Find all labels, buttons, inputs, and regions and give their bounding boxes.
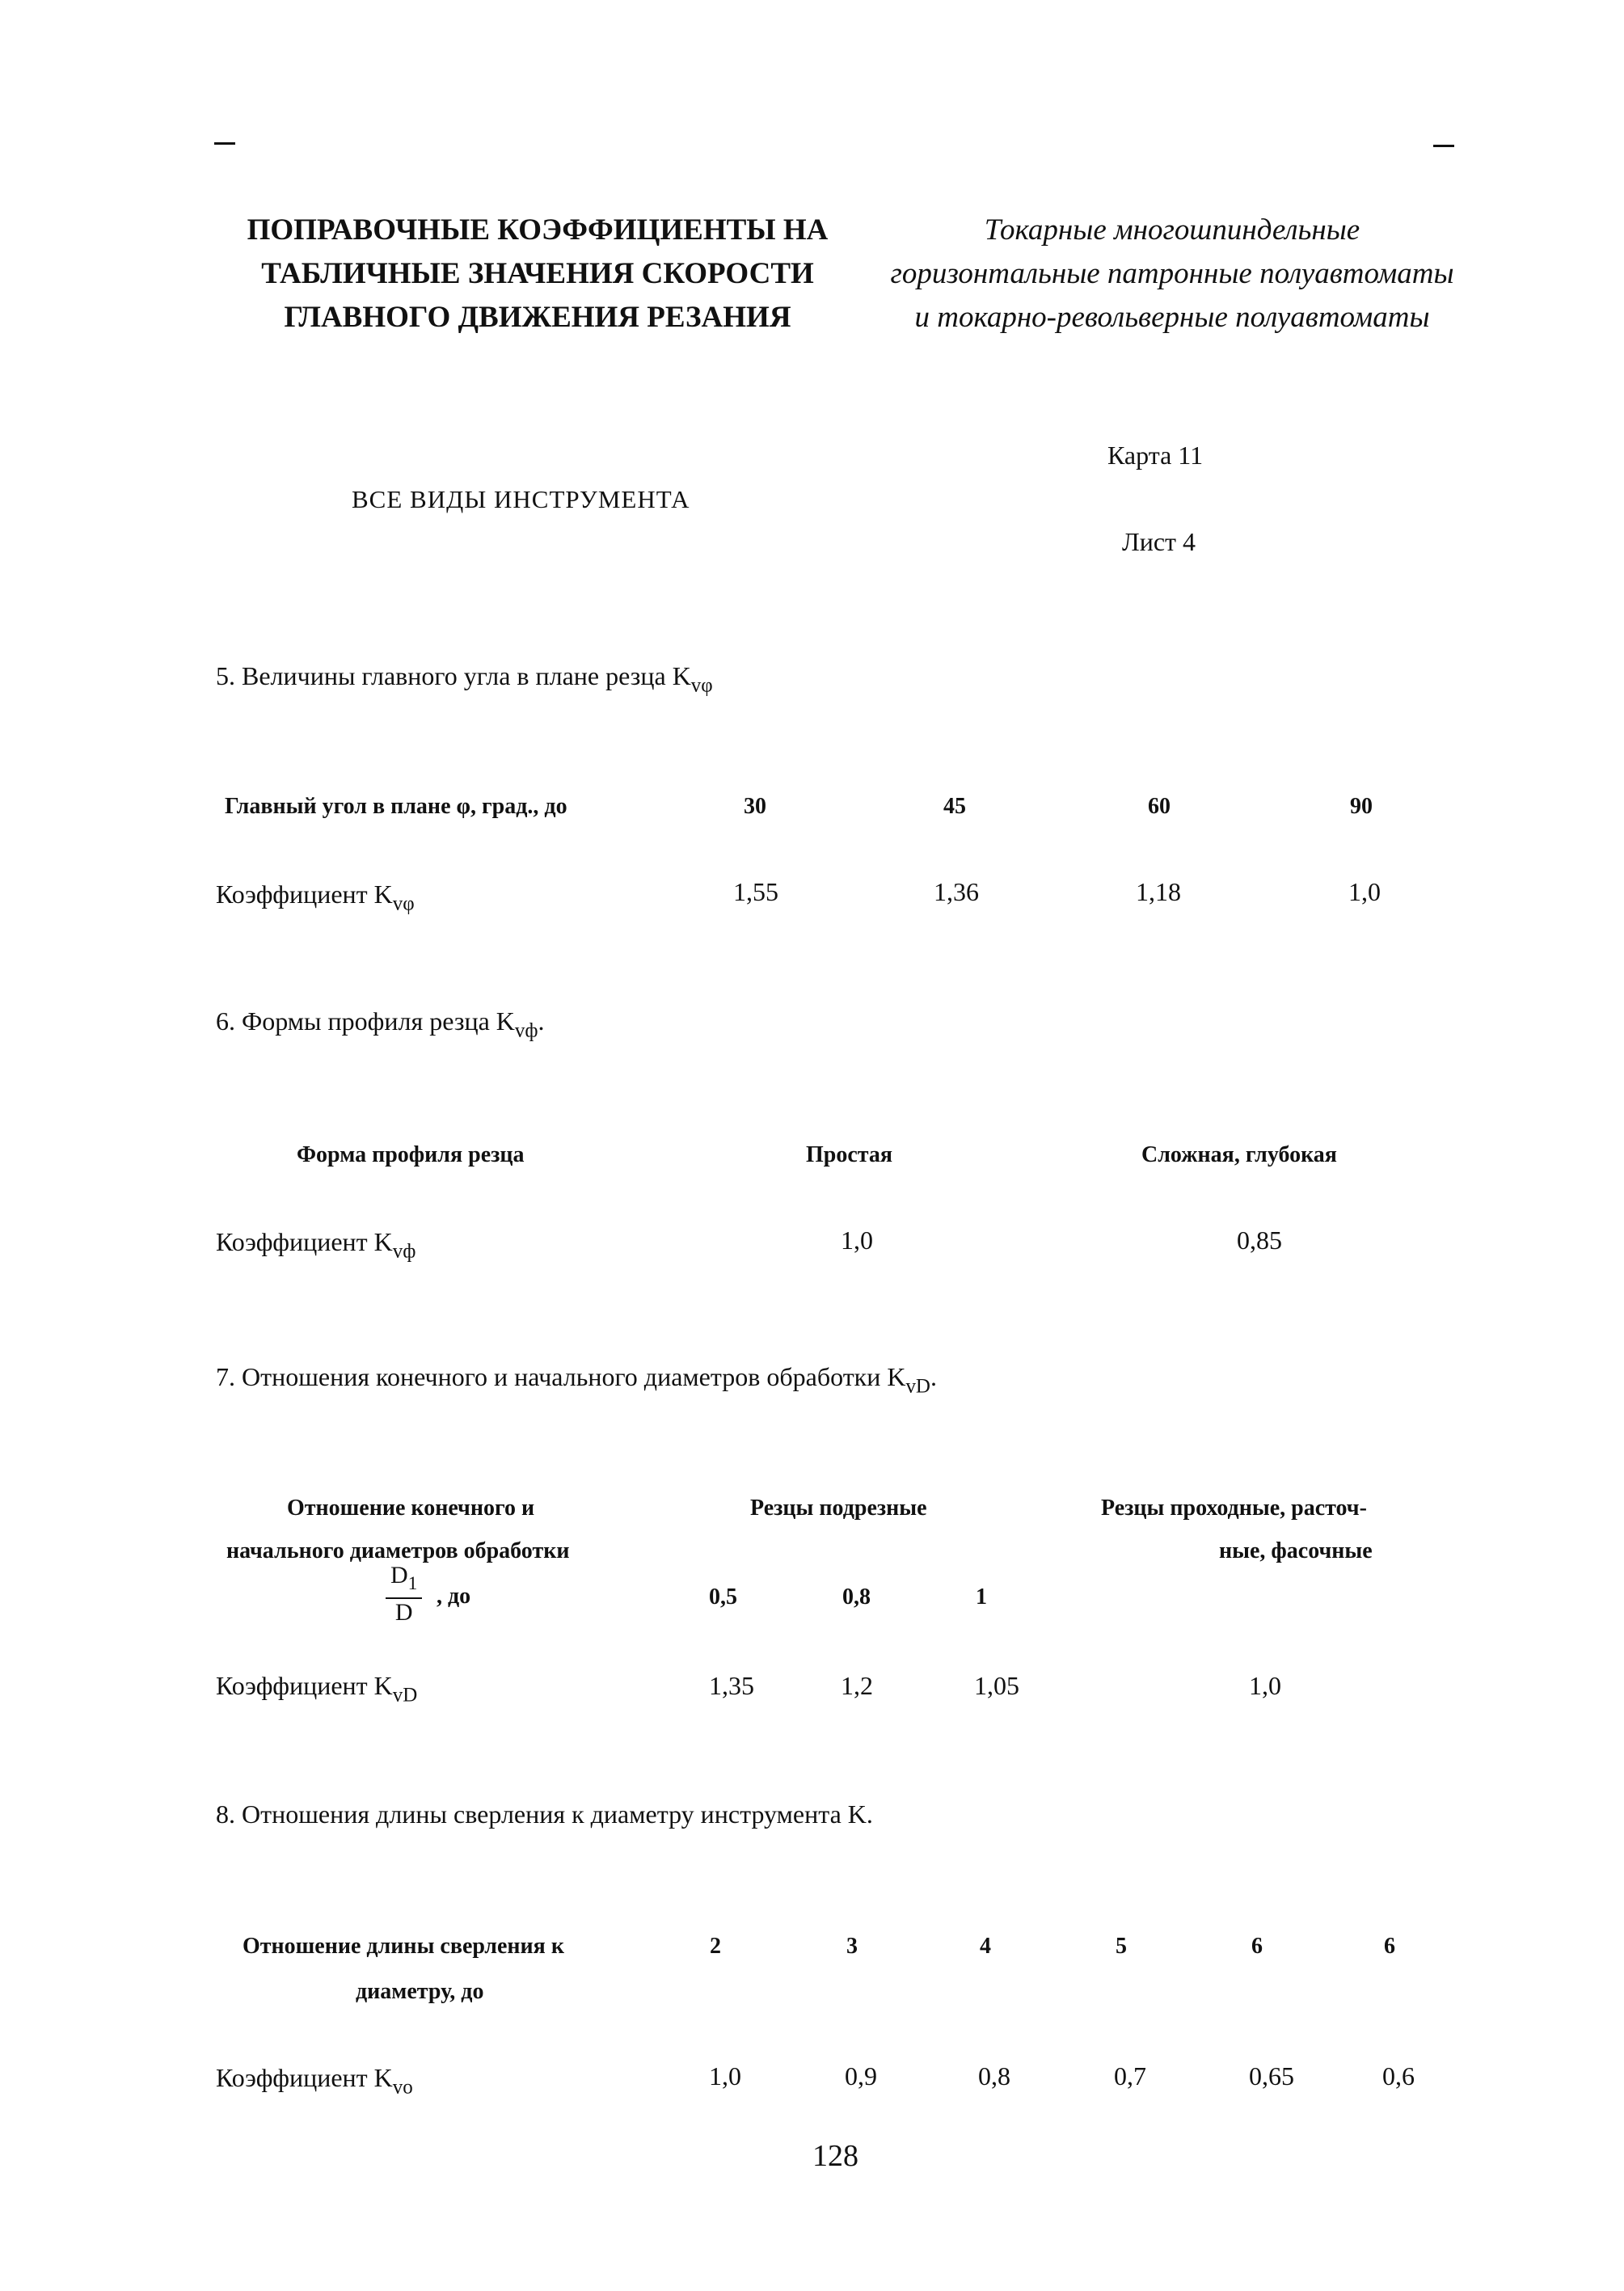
angle-cell: 60 <box>1148 794 1171 819</box>
corner-mark-left <box>214 142 235 145</box>
coef-cell: 0,85 <box>1237 1226 1282 1255</box>
fraction-numerator-index: 1 <box>407 1573 418 1595</box>
section-7-header-line: Отношение конечного и <box>287 1496 535 1521</box>
title-line: ПОПРАВОЧНЫЕ КОЭФФИЦИЕНТЫ НА <box>247 213 829 247</box>
ratio-cell: 6 <box>1251 1934 1263 1959</box>
coef-cell: 1,2 <box>841 1671 873 1700</box>
ratio-cell: 4 <box>980 1934 991 1959</box>
ratio-cell: 0,5 <box>709 1584 737 1610</box>
coef-cell: 0,9 <box>845 2061 877 2091</box>
coef-cell: 1,0 <box>1348 877 1381 906</box>
coef-cell: 1,05 <box>974 1671 1019 1700</box>
corner-mark-right <box>1433 145 1454 147</box>
fraction-denominator: D <box>394 1599 413 1626</box>
angle-cell: 45 <box>943 794 966 819</box>
coef-cell: 1,18 <box>1136 877 1181 906</box>
profile-column: Сложная, глубокая <box>1141 1142 1337 1167</box>
ratio-cell: 1 <box>976 1584 987 1610</box>
coef-cell: 1,55 <box>733 877 778 906</box>
section-8-header-line: Отношение длины сверления к <box>243 1934 564 1959</box>
section-7-coef-label: Коэффициент $K_{vD}$ <box>216 1671 418 1707</box>
profile-column: Простая <box>806 1142 893 1167</box>
fraction-suffix: , до <box>437 1584 471 1609</box>
section-5-header-label: Главный угол в плане φ, град., до <box>225 794 567 819</box>
page-number: 128 <box>812 2139 858 2173</box>
coef-cell: 0,65 <box>1249 2061 1294 2091</box>
coef-cell: 1,0 <box>1249 1671 1281 1700</box>
diameter-ratio-fraction <box>386 1562 422 1626</box>
group-through-cutters-line: ные, фасочные <box>1219 1538 1373 1563</box>
section-8-title: 8. Отношения длины сверления к диаметру инструмента K. <box>216 1799 873 1829</box>
section-5-title: 5. Величины главного угла в плане резца $K_{v\varphi}$ <box>216 661 713 697</box>
subtitle-line: горизонтальные патронные полуавтоматы <box>890 257 1454 290</box>
ratio-cell: 0,8 <box>842 1584 871 1610</box>
coef-cell: 1,35 <box>709 1671 754 1700</box>
coef-cell: 0,8 <box>978 2061 1010 2091</box>
subtitle-line: Токарные многошпиндельные <box>984 213 1360 247</box>
coef-cell: 0,7 <box>1114 2061 1146 2091</box>
group-through-cutters-line: Резцы проходные, расточ- <box>1101 1496 1367 1521</box>
page-title <box>194 209 881 340</box>
group-trimming-cutters: Резцы подрезные <box>750 1496 927 1521</box>
coef-cell: 1,0 <box>709 2061 741 2091</box>
angle-cell: 30 <box>744 794 766 819</box>
ratio-cell: 2 <box>710 1934 721 1959</box>
map-number: Карта 11 <box>1107 441 1204 470</box>
tool-scope: ВСЕ ВИДЫ ИНСТРУМЕНТА <box>352 485 690 513</box>
section-6-coef-label: Коэффициент $K_{vф}$ <box>216 1227 416 1263</box>
section-8-header-line: диаметру, до <box>356 1979 484 2004</box>
section-5-coef-label: Коэффициент $K_{v\varphi}$ <box>216 880 415 915</box>
fraction-numerator: D <box>390 1562 408 1589</box>
section-8-coef-label: Коэффициент $K_{vo}$ <box>216 2063 413 2099</box>
ratio-cell: 5 <box>1116 1934 1127 1959</box>
subtitle-line: и токарно-револьверные полуавтоматы <box>914 301 1430 334</box>
title-line: ГЛАВНОГО ДВИЖЕНИЯ РЕЗАНИЯ <box>284 301 791 334</box>
ratio-cell: 3 <box>846 1934 858 1959</box>
page-subtitle <box>841 209 1504 340</box>
section-6-title: 6. Формы профиля резца $K_{vф}$. <box>216 1006 545 1042</box>
coef-cell: 1,36 <box>934 877 979 906</box>
angle-cell: 90 <box>1350 794 1373 819</box>
coef-cell: 0,6 <box>1382 2061 1415 2091</box>
section-7-header-line: начального диаметров обработки <box>226 1538 570 1563</box>
ratio-cell: 6 <box>1384 1934 1395 1959</box>
coef-cell: 1,0 <box>841 1226 873 1255</box>
title-line: ТАБЛИЧНЫЕ ЗНАЧЕНИЯ СКОРОСТИ <box>261 257 814 290</box>
sheet-number: Лист 4 <box>1122 527 1196 556</box>
section-6-header-label: Форма профиля резца <box>297 1142 525 1167</box>
section-7-title: 7. Отношения конечного и начального диаметров обработки $K_{vD}$. <box>216 1362 937 1398</box>
